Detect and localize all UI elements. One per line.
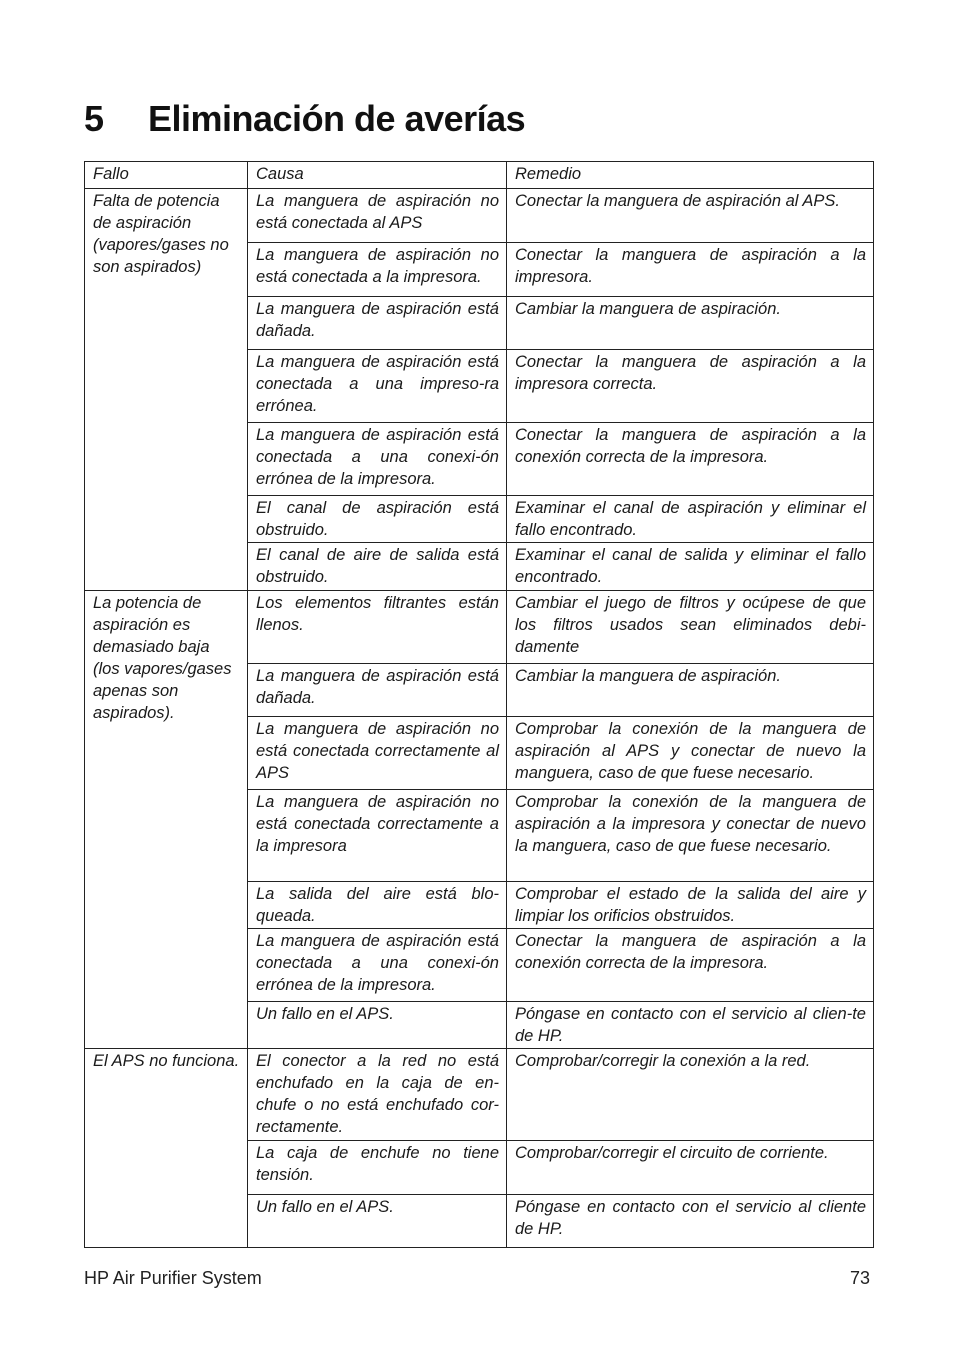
causa-cell: La manguera de aspiración está dañada. xyxy=(248,664,507,717)
table-row xyxy=(85,591,874,664)
remedio-cell: Cambiar la manguera de aspiración. xyxy=(507,664,874,717)
remedio-cell: Cambiar el juego de filtros y ocúpese de que los filtros usados sean eliminados debi-damente xyxy=(507,591,874,664)
causa-cell: El canal de aire de salida está obstruido. xyxy=(248,543,507,591)
header-causa: Causa xyxy=(248,162,507,189)
remedio-cell: Póngase en contacto con el servicio al clien-te de HP. xyxy=(507,1002,874,1049)
chapter-number: 5 xyxy=(84,98,104,139)
chapter-title: Eliminación de averías xyxy=(148,98,526,139)
table-row xyxy=(85,1049,874,1141)
causa-cell: El canal de aspiración está obstruido. xyxy=(248,496,507,543)
causa-cell: La manguera de aspiración no está conectada correctamente al APS xyxy=(248,717,507,790)
remedio-cell: Comprobar/corregir el circuito de corriente. xyxy=(507,1141,874,1195)
remedio-cell: Comprobar la conexión de la manguera de aspiración a la impresora y conectar de nuevo la manguera, caso de que fuese necesario. xyxy=(507,790,874,882)
header-remedio: Remedio xyxy=(507,162,874,189)
remedio-cell: Conectar la manguera de aspiración a la impresora. xyxy=(507,243,874,297)
causa-cell: Un fallo en el APS. xyxy=(248,1195,507,1248)
footer-page-number: 73 xyxy=(849,1268,870,1288)
chapter-heading xyxy=(84,98,525,140)
footer-product-name: HP Air Purifier System xyxy=(84,1268,262,1288)
remedio-cell: Conectar la manguera de aspiración a la conexión correcta de la impresora. xyxy=(507,423,874,496)
causa-cell: La manguera de aspiración no está conectada al APS xyxy=(248,189,507,243)
causa-cell: El conector a la red no está enchufado en la caja de en-chufe o no está enchufado cor-rectamente. xyxy=(248,1049,507,1141)
remedio-cell: Examinar el canal de aspiración y eliminar el fallo encontrado. xyxy=(507,496,874,543)
remedio-cell: Conectar la manguera de aspiración a la conexión correcta de la impresora. xyxy=(507,929,874,1002)
remedio-cell: Conectar la manguera de aspiración al APS. xyxy=(507,189,874,243)
remedio-cell: Examinar el canal de salida y eliminar el fallo encontrado. xyxy=(507,543,874,591)
causa-cell: La manguera de aspiración no está conectada correctamente a la impresora xyxy=(248,790,507,882)
causa-cell: Los elementos filtrantes están llenos. xyxy=(248,591,507,664)
causa-cell: La manguera de aspiración está conectada a una conexi-ón errónea de la impresora. xyxy=(248,929,507,1002)
causa-cell: La manguera de aspiración está conectada a una conexi-ón errónea de la impresora. xyxy=(248,423,507,496)
header-fallo: Fallo xyxy=(85,162,248,189)
causa-cell: La manguera de aspiración no está conectada a la impresora. xyxy=(248,243,507,297)
remedio-cell: Comprobar el estado de la salida del aire y limpiar los orificios obstruidos. xyxy=(507,882,874,929)
causa-cell: La caja de enchufe no tiene tensión. xyxy=(248,1141,507,1195)
remedio-cell: Comprobar/corregir la conexión a la red. xyxy=(507,1049,874,1141)
troubleshooting-table xyxy=(84,161,874,1248)
causa-cell: Un fallo en el APS. xyxy=(248,1002,507,1049)
remedio-cell: Póngase en contacto con el servicio al cliente de HP. xyxy=(507,1195,874,1248)
fallo-cell: Falta de potencia de aspiración (vapores/gases no son aspirados) xyxy=(85,189,248,591)
fallo-cell: La potencia de aspiración es demasiado baja (los vapores/gases apenas son aspirados). xyxy=(85,591,248,1049)
causa-cell: La manguera de aspiración está conectada a una impreso-ra errónea. xyxy=(248,350,507,423)
table-row xyxy=(85,189,874,243)
fallo-cell: El APS no funciona. xyxy=(85,1049,248,1248)
causa-cell: La manguera de aspiración está dañada. xyxy=(248,297,507,350)
causa-cell: La salida del aire está blo-queada. xyxy=(248,882,507,929)
remedio-cell: Conectar la manguera de aspiración a la impresora correcta. xyxy=(507,350,874,423)
remedio-cell: Cambiar la manguera de aspiración. xyxy=(507,297,874,350)
remedio-cell: Comprobar la conexión de la manguera de aspiración al APS y conectar de nuevo la manguera, caso de que fuese necesario. xyxy=(507,717,874,790)
table-header-row xyxy=(85,162,874,189)
